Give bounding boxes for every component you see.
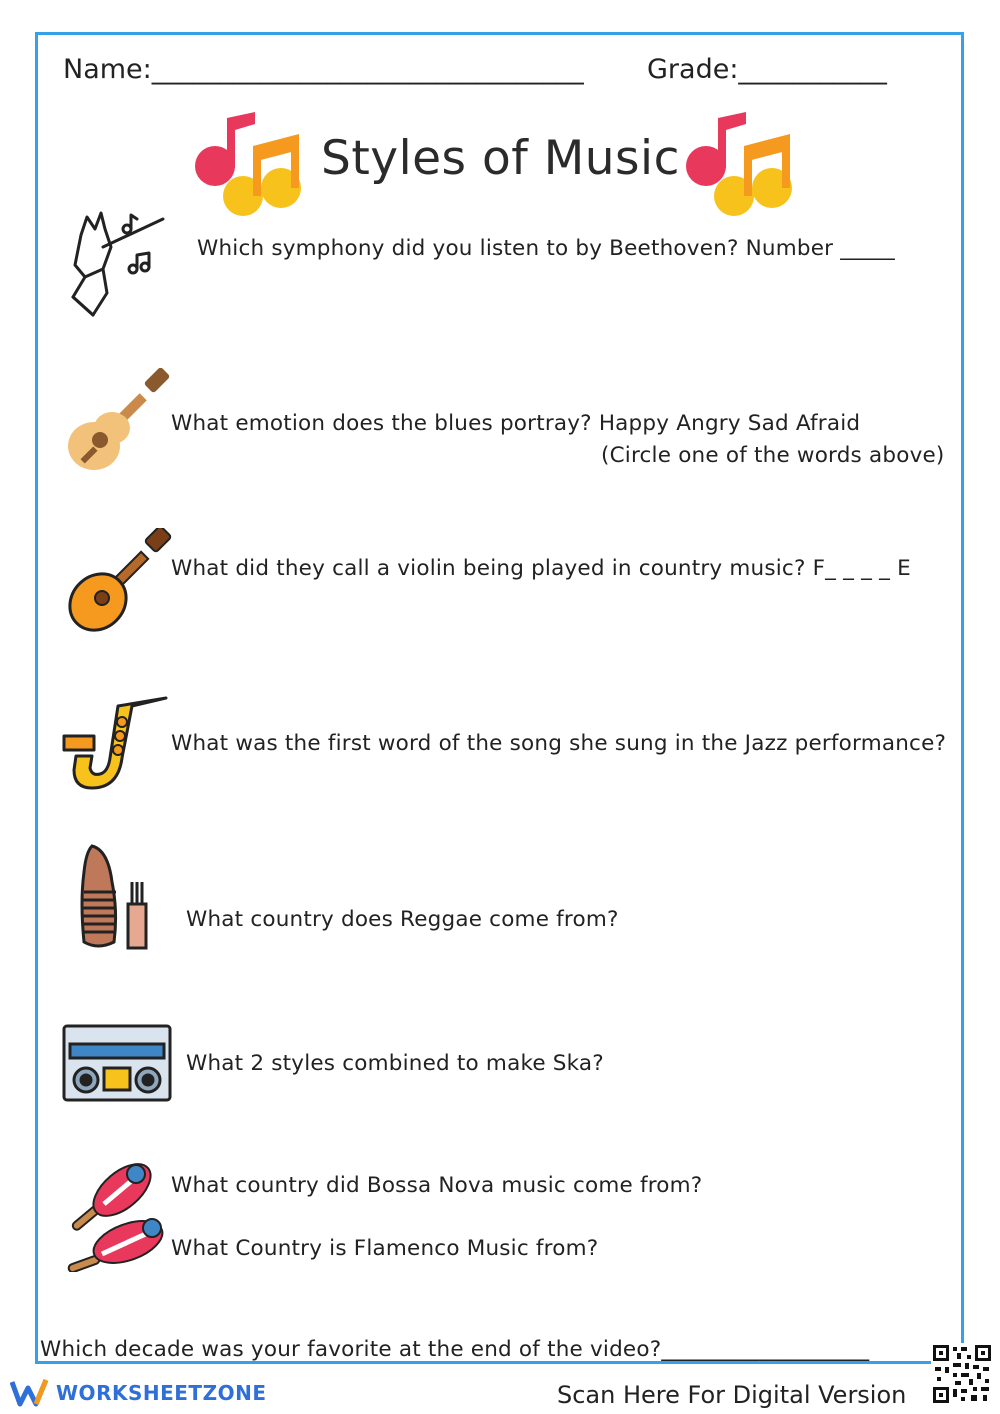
guiro-icon bbox=[78, 842, 158, 952]
question-1-text: Which symphony did you listen to by Beethoven? Number _____ bbox=[197, 236, 895, 261]
page-title: Styles of Music bbox=[321, 131, 680, 186]
question-5-text: What country does Reggae come from? bbox=[186, 907, 619, 932]
logo-word: WORKSHEETZONE bbox=[56, 1381, 267, 1405]
final-question-text: Which decade was your favorite at the end of the video?___________________ bbox=[40, 1337, 870, 1362]
question-6-text: What 2 styles combined to make Ska? bbox=[186, 1051, 604, 1076]
worksheetzone-logo-text bbox=[56, 1381, 266, 1405]
maracas-icon bbox=[64, 1160, 172, 1272]
worksheetzone-logo-icon bbox=[10, 1378, 50, 1408]
question-7a-text: What country did Bossa Nova music come from? bbox=[171, 1173, 703, 1198]
music-notes-icon bbox=[193, 108, 305, 220]
question-2-instruction: (Circle one of the words above) bbox=[601, 443, 945, 468]
question-4-text: What was the first word of the song she sung in the Jazz performance? bbox=[171, 731, 947, 756]
question-7b-text: What Country is Flamenco Music from? bbox=[171, 1236, 599, 1261]
music-notes-icon bbox=[684, 108, 796, 220]
worksheet-border bbox=[35, 32, 964, 1364]
question-3-text: What did they call a violin being played in country music? F_ _ _ _ E bbox=[171, 556, 911, 581]
conductor-hand-icon bbox=[63, 207, 171, 319]
grade-field-label: Grade:___________ bbox=[647, 54, 887, 85]
name-field-label: Name:________________________________ bbox=[63, 54, 584, 85]
qr-code-icon[interactable] bbox=[931, 1343, 993, 1405]
question-2-text: What emotion does the blues portray? Happy Angry Sad Afraid bbox=[171, 411, 861, 436]
scan-instruction-text: Scan Here For Digital Version bbox=[557, 1381, 907, 1409]
mandolin-icon bbox=[62, 528, 172, 638]
boombox-icon bbox=[62, 1022, 172, 1104]
acoustic-guitar-icon bbox=[62, 368, 172, 478]
saxophone-icon bbox=[62, 688, 172, 798]
